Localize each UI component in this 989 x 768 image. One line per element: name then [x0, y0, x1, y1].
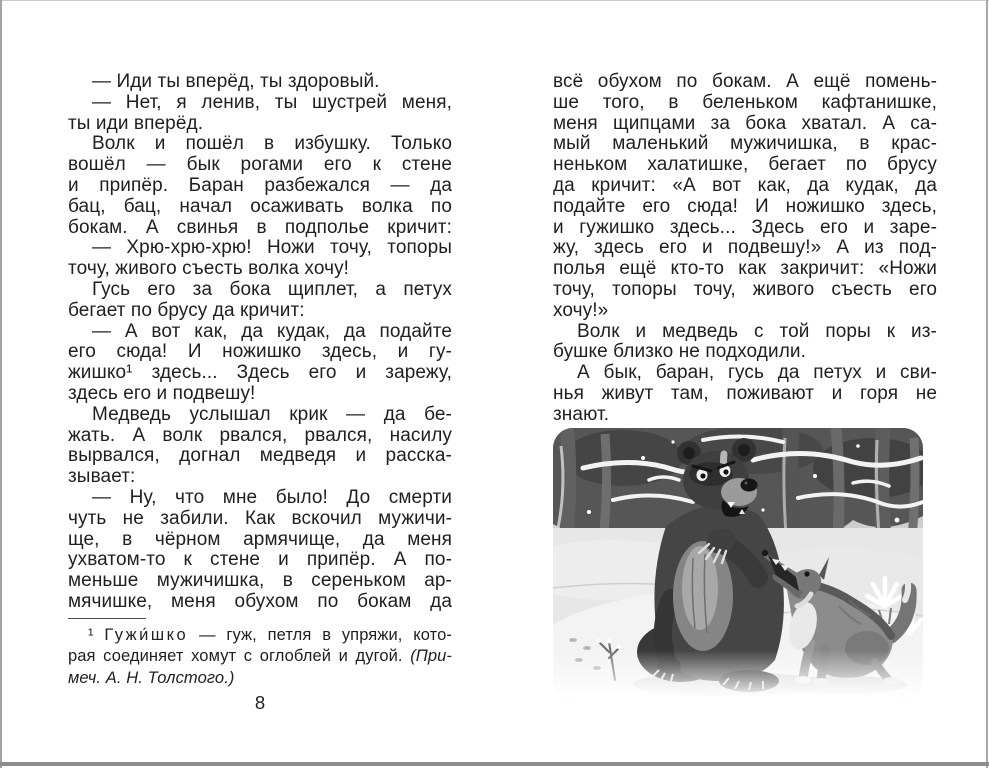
scan-border-bottom [0, 762, 989, 766]
text-line: точу, живого съесть волка хочу! [68, 258, 350, 280]
page-number: 8 [254, 692, 266, 713]
left-page-text [68, 72, 452, 689]
illustration [553, 428, 923, 700]
text-line: Гусь его за бока щиплет, а петух [92, 278, 452, 300]
text-line: бушке близко не подходили. [553, 341, 806, 363]
footnote-rule [68, 618, 146, 619]
text-line: жать. А волк рвался, рвался, насилу [68, 424, 452, 446]
text-line: нья живут там, поживают и горя не [553, 382, 937, 404]
text-line: ще, в чёрном армячище, да меня [68, 528, 452, 550]
text-line: ухватом-то к стене и припёр. А по- [68, 549, 452, 571]
text-line: да кричит: «А вот как, да кудак, да [553, 174, 937, 196]
text-line: Медведь услышал крик — да бе- [92, 403, 452, 425]
right-page-text [553, 72, 937, 426]
text-line: — Хрю-хрю-хрю! Ножи точу, топоры [92, 237, 452, 259]
footnote-line: ¹ Гужи́шко — гуж, петля в упряжи, кото- [88, 625, 453, 644]
scan-border-top [0, 0, 989, 1]
text-line: и припёр. Баран разбежался — да [68, 174, 452, 196]
text-line: жишко¹ здесь... Здесь его и зарежу, [68, 362, 452, 384]
text-line: мый маленький мужичишка, в крас- [553, 133, 937, 155]
text-line: — Иди ты вперёд, ты здоровый. [92, 71, 380, 92]
text-line: бегает по брусу да кричит: [68, 299, 305, 321]
footnote [68, 625, 452, 689]
text-line: вырвался, догнал медведя и расска- [68, 445, 452, 467]
footnote-line: рая соединяет хомут с оглоблей и дугой. (При- [68, 647, 452, 666]
text-line: мячишке, меня обухом по бокам да [68, 590, 452, 612]
text-line: точу, топоры точу, живого съесть его [553, 278, 937, 300]
text-line: полья ещё кто-то как закричит: «Ножи [553, 258, 937, 280]
text-line: меньше мужичишка, в сереньком ар- [68, 570, 452, 592]
text-line: знают. [553, 403, 610, 425]
text-line: неньком халатишке, бегает по брусу [553, 154, 937, 176]
text-line: его сюда! И ножишко здесь, и гу- [68, 341, 452, 363]
text-line: меня щипцами за бока хватал. А са- [553, 112, 937, 134]
text-line: вошёл — бык рогами его к стене [68, 154, 452, 176]
text-line: зывает: [68, 466, 136, 488]
text-line: здесь его и подвешу! [68, 382, 256, 404]
text-line: ты иди вперёд. [68, 112, 204, 134]
text-line: — Ну, что мне было! До смерти [92, 486, 452, 508]
text-line: и гужишко здесь... Здесь его и заре- [553, 216, 937, 238]
text-line: Волк и медведь с той поры к из- [577, 320, 937, 342]
text-line: бокам. А свинья в подполье кричит: [68, 216, 452, 238]
text-line: всё обухом по бокам. А ещё помень- [553, 71, 937, 92]
text-line: Волк и пошёл в избушку. Только [92, 133, 452, 155]
footnote-line: меч. А. Н. Толстого.) [68, 668, 235, 687]
text-line: — Нет, я ленив, ты шустрей меня, [92, 91, 452, 113]
bear-and-wolf-illustration [553, 428, 923, 700]
text-line: А бык, баран, гусь да петух и сви- [577, 362, 937, 384]
text-line: чуть не забили. Как вскочил мужичи- [68, 507, 452, 529]
text-line: хочу!» [553, 299, 609, 321]
scan-border-left [0, 0, 2, 768]
scan-border-right [986, 0, 988, 768]
text-line: ше того, в беленьком кафтанишке, [553, 91, 937, 113]
text-line: подайте его сюда! И ножишко здесь, [553, 195, 937, 217]
text-line: бац, бац, начал осаживать волка по [68, 195, 452, 217]
text-line: — А вот как, да кудак, да подайте [92, 320, 452, 342]
text-line: жу, здесь его и подвешу!» А из под- [553, 237, 937, 259]
